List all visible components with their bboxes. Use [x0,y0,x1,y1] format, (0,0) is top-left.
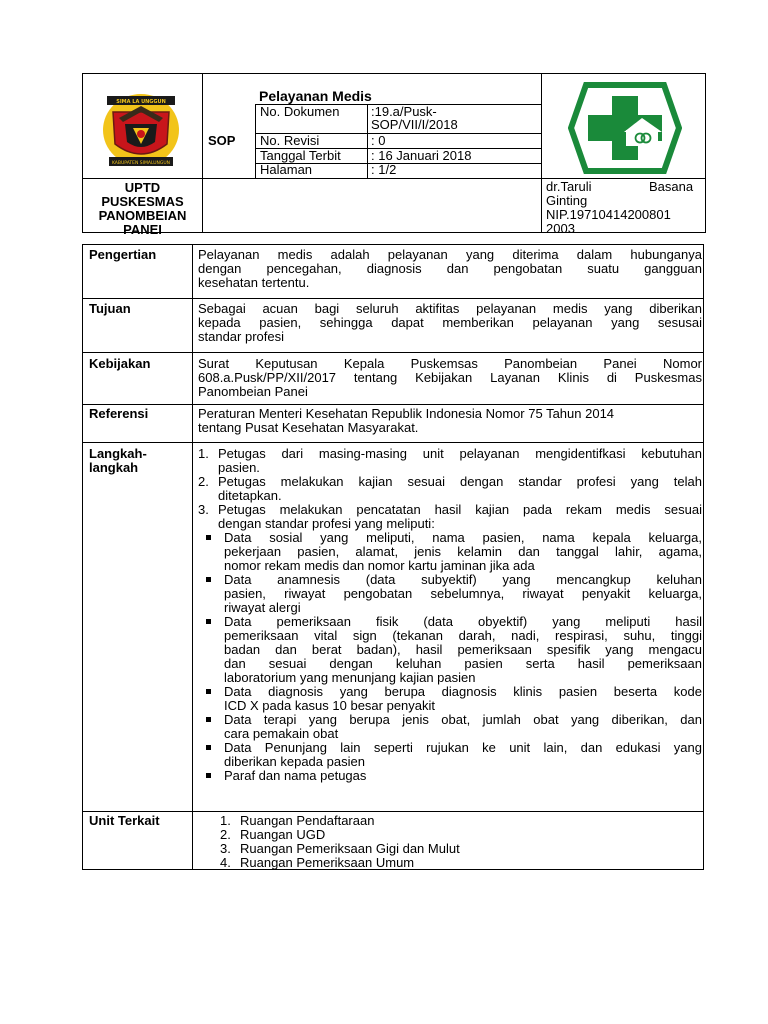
text-line: Pelayanan medis adalah pelayanan yang diterima dalam hubunganya [198,247,702,262]
signer-name-b: Basana [649,179,694,194]
org-line-1: UPTD [124,180,161,195]
text-line: Data sosial yang meliputi, nama pasien, nama kepala keluarga, [224,530,702,545]
text-line: diberikan kepada pasien [224,754,365,769]
text-line: ICD X pada kasus 10 besar penyakit [224,698,436,713]
unit-number: 3. [220,841,231,856]
divider [192,245,193,869]
text-line: Peraturan Menteri Kesehatan Republik Indonesia Nomor 75 Tahun 2014 [198,406,615,421]
signer-nip-a: NIP.19710414200801 [546,207,671,222]
svg-text:SIMA LA UNGGUN: SIMA LA UNGGUN [116,99,166,105]
text-line: kepada pasien, sehingga dapat memberikan pelayanan yang sesusai [198,315,702,330]
divider [83,442,703,443]
row-value-revisi: : 0 [371,133,386,148]
simalungun-crest-logo [99,88,183,172]
unit-number: 2. [220,827,231,842]
unit-item [220,856,702,870]
text-line: badan dan berat badan), hasil pemeriksaan spesifik yang mengacu [224,642,702,657]
text-kebijakan [198,357,702,399]
label-line: langkah [89,460,139,475]
org-line-3: PANOMBEIAN [98,208,187,223]
text-line: Data terapi yang berupa jenis obat, jumlah obat yang diberikan, dan [224,712,702,727]
text-line: cara pemakain obat [224,726,339,741]
text-line: Data anamnesis (data subyektif) yang mencangkup keluhan [224,572,702,587]
unit-item [220,814,702,828]
bullet-item [198,713,702,741]
bullet-icon [206,773,211,778]
row-value-dokumen: :19.a/Pusk- [371,104,437,119]
text-line: Petugas melakukan kajian sesuai dengan standar profesi yang telah [218,474,702,489]
bullet-item [198,741,702,769]
unit-number: 1. [220,813,231,828]
text-line: Surat Keputusan Kepala Puskemsas Panombeian Panei Nomor [198,356,702,371]
bullet-item [198,685,702,713]
divider [541,74,542,233]
text-line: Data diagnosis yang berupa diagnosis klinis pasien beserta kode [224,684,702,699]
signer-name-a: dr.Taruli [546,179,592,194]
text-tujuan [198,302,702,344]
row-label-halaman: Halaman [260,162,313,177]
unit-item [220,842,702,856]
text-line: pekerjaan pasien, alamat, jenis kelamin dan tanggal lahir, agama, [224,544,702,559]
unit-text: Ruangan Pemeriksaan Gigi dan Mulut [240,841,460,856]
divider [83,298,703,299]
text-pengertian [198,248,702,290]
step-item [198,475,702,503]
text-line: Petugas dari masing-masing unit pelayanan mengidentifkasi kebutuhan [218,446,702,461]
row-value-tanggal: : 16 Januari 2018 [371,148,472,163]
bullet-item [198,769,702,783]
bullet-icon [206,717,211,722]
org-line-4: PANEI [123,222,162,237]
text-line: Petugas melakukan pencatatan hasil kajian pada rekam medis sesuai [218,502,702,517]
svg-text:KABUPATEN SIMALUNGUN: KABUPATEN SIMALUNGUN [111,161,171,166]
divider [83,811,703,812]
puskesmas-logo [568,82,682,174]
label-langkah [89,447,147,475]
text-line: pemeriksaan vital sign (tekanan darah, nadi, respirasi, suhu, tinggi [224,628,702,643]
bullet-icon [206,577,211,582]
text-line: Panombeian Panei [198,384,308,399]
text-line: tentang Pusat Kesehatan Masyarakat. [198,420,419,435]
label-tujuan: Tujuan [89,301,131,316]
label-kebijakan: Kebijakan [89,356,151,371]
data-bullet-list [198,531,702,783]
text-referensi [198,407,702,435]
text-line: pasien. [218,460,260,475]
text-line: 608.a.Pusk/PP/XII/2017 tentang Kebijakan Layanan Klinis di Puskesmas [198,370,702,385]
divider [202,74,203,233]
divider [83,352,703,353]
label-referensi: Referensi [89,406,149,421]
text-line: Data Penunjang lain seperti rujukan ke unit lain, dan edukasi yang [224,740,702,755]
unit-number: 4. [220,855,231,870]
label-line: Langkah- [89,446,147,461]
text-line: dengan pencegahan, diagnosis dan pengobatan suatu gangguan [198,261,702,276]
divider [367,104,368,179]
step-item [198,503,702,783]
text-line: Paraf dan nama petugas [224,768,367,783]
row-value-dokumen-2: SOP/VII/I/2018 [371,117,458,132]
step-item [198,447,702,475]
text-line: pasien, riwayat pengobatan sebelumnya, riwayat penyakit keluarga, [224,586,702,601]
signer-name-c: Ginting [546,193,588,208]
sop-label: SOP [208,133,236,148]
bullet-icon [206,535,211,540]
divider [83,178,705,179]
row-label-dokumen: No. Dokumen [260,104,340,119]
label-unit-terkait: Unit Terkait [89,813,160,828]
divider [83,404,703,405]
step-number: 3. [198,502,209,517]
text-line: Sebagai acuan bagi seluruh aktifitas pelayanan medis yang diberikan [198,301,702,316]
bullet-item [198,573,702,615]
step-number: 2. [198,474,209,489]
header-table [82,73,706,237]
row-value-halaman: : 1/2 [371,162,397,177]
step-number: 1. [198,446,209,461]
row-label-tanggal: Tanggal Terbit [260,148,341,163]
text-line: dan sesuai dengan keluhan pasien serta hasil pemeriksaan [224,656,702,671]
text-line: ditetapkan. [218,488,282,503]
text-line: kesehatan tertentu. [198,275,310,290]
divider [255,104,256,179]
bullet-item [198,615,702,685]
unit-list [198,814,702,870]
unit-item [220,828,702,842]
text-line: Data pemeriksaan fisik (data obyektif) yang meliputi hasil [224,614,702,629]
text-line: standar profesi [198,329,284,344]
steps-list [198,447,702,783]
text-line: dengan standar profesi yang meliputi: [218,516,435,531]
signer-nip-b: 2003 [546,221,575,236]
unit-text: Ruangan Pemeriksaan Umum [240,855,415,870]
row-label-revisi: No. Revisi [260,133,320,148]
bullet-icon [206,689,211,694]
label-pengertian: Pengertian [89,247,157,262]
org-line-2: PUSKESMAS [101,194,184,209]
unit-text: Ruangan UGD [240,827,326,842]
bullet-icon [206,619,211,624]
content-table [82,244,704,870]
bullet-icon [206,745,211,750]
document-title: Pelayanan Medis [259,88,372,104]
text-line: nomor rekam medis dan nomor kartu jaminan jika ada [224,558,535,573]
text-line: laboratorium yang menunjang kajian pasien [224,670,476,685]
bullet-item [198,531,702,573]
unit-text: Ruangan Pendaftaraan [240,813,375,828]
text-line: riwayat alergi [224,600,301,615]
